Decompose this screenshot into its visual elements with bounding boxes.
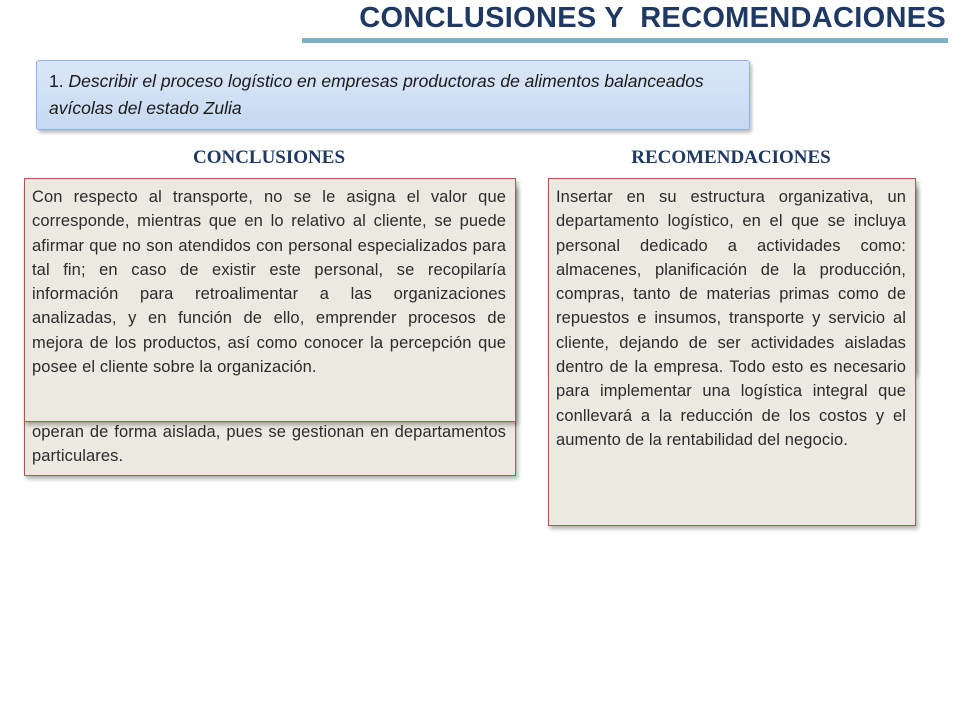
recommendations-heading: RECOMENDACIONES — [631, 147, 831, 168]
title-underline-bar — [302, 38, 948, 43]
slide-title: CONCLUSIONES Y RECOMENDACIONES — [359, 2, 946, 34]
conclusions-back-card-text: operan de forma aislada, pues se gestionan en departamentos particulares. — [32, 423, 506, 466]
objective-text — [49, 68, 739, 122]
conclusions-front-card-text: Con respecto al transporte, no se le asigna el valor que corresponde, mientras que en lo relativo al cliente, se puede afirmar que no son atendidos con personal especializados para tal fin; en caso de existir este personal, se recopilaría información para retroalimentar a las organizaciones analizadas, y en función de ello, emprender procesos de mejora de los productos, así como conocer la percepción que posee el cliente sobre la organización. — [32, 188, 506, 377]
objective-description: Describir el proceso logístico en empresas productoras de alimentos balanceados avícolas del estado Zulia — [49, 71, 704, 118]
recommendations-card-text: Insertar en su estructura organizativa, un departamento logístico, en el que se incluya personal dedicado a actividades como: almacenes, planificación de la producción, compras, tanto de materias primas como de repuestos e insumos, transporte y servicio al cliente, dejando de ser actividades aisladas dentro de la empresa. Todo esto es necesario para implementar una logística integral que conllevará a la reducción de los costos y el aumento de la rentabilidad del negocio. — [556, 188, 906, 449]
conclusions-heading: CONCLUSIONES — [192, 147, 346, 168]
objective-number: 1. — [49, 71, 64, 91]
